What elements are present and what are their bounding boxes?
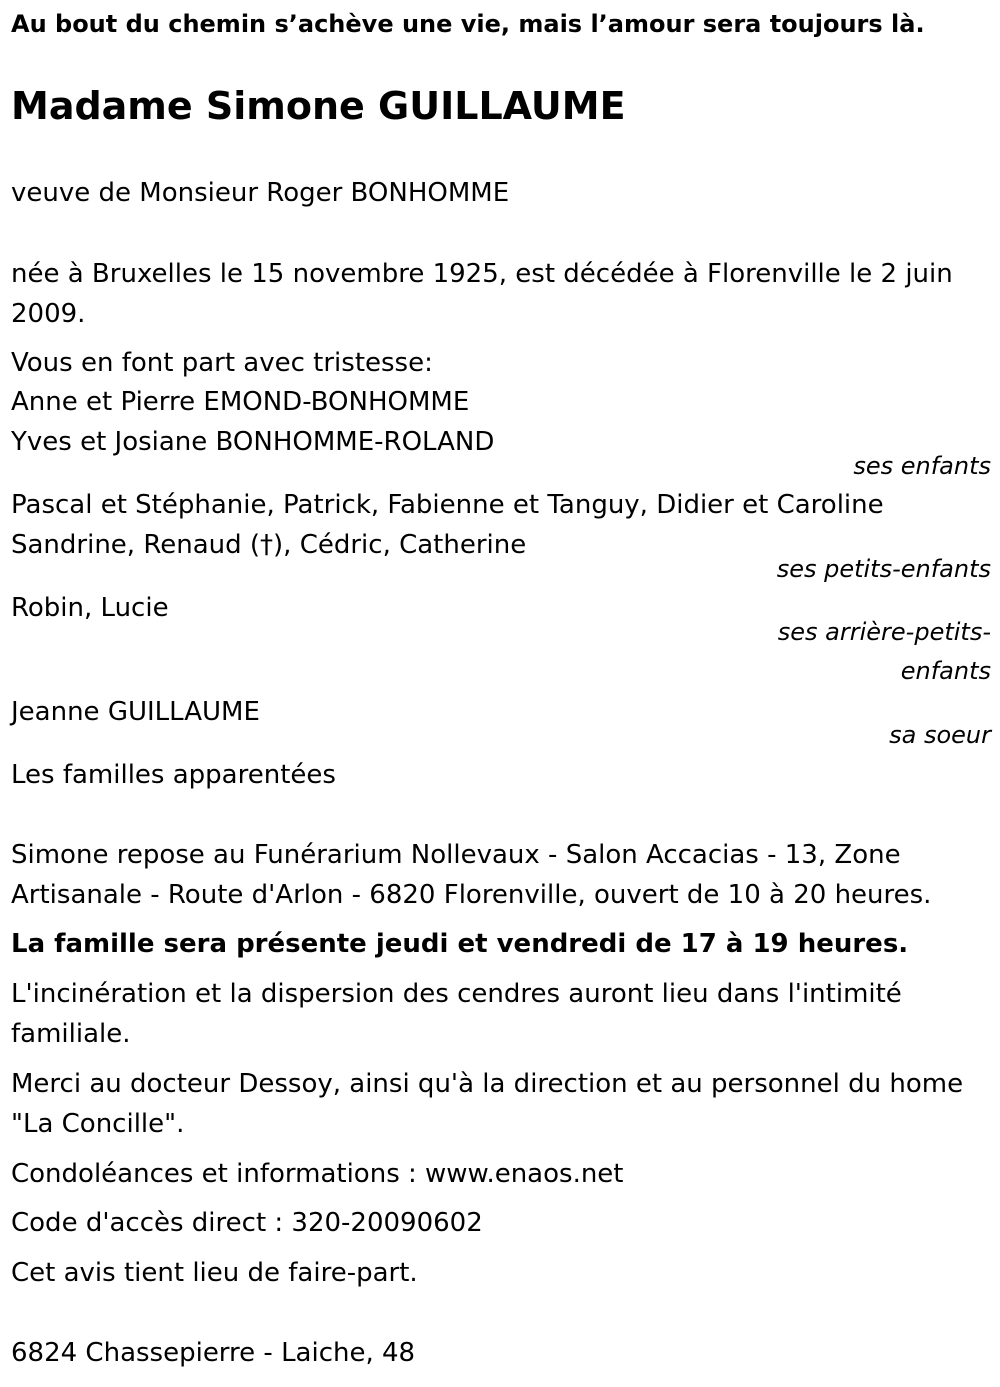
deceased-name: Madame Simone GUILLAUME bbox=[11, 84, 626, 128]
intro-line: Vous en font part avec tristesse: bbox=[11, 348, 433, 378]
role-grandchildren: ses petits-enfants bbox=[776, 555, 991, 583]
role-sister: sa soeur bbox=[889, 721, 991, 749]
address-line: 6824 Chassepierre - Laiche, 48 bbox=[11, 1338, 416, 1368]
presence-line: La famille sera présente jeudi et vendredi de 17 à 19 heures. bbox=[11, 929, 909, 959]
spouse-line: veuve de Monsieur Roger BONHOMME bbox=[11, 178, 510, 208]
relatives-line: Les familles apparentées bbox=[11, 760, 336, 790]
role-children: ses enfants bbox=[853, 452, 991, 480]
role-great-grandchildren-cont: enfants bbox=[900, 657, 991, 685]
thanks-paragraph: Merci au docteur Dessoy, ainsi qu'à la direction et au personnel du home "La Concille". bbox=[11, 1069, 964, 1139]
role-great-grandchildren: ses arrière-petits- bbox=[777, 618, 991, 646]
sister-line: Jeanne GUILLAUME bbox=[11, 697, 260, 727]
condolences-line: Condoléances et informations : www.enaos.net bbox=[11, 1159, 624, 1189]
birth-death-line: née à Bruxelles le 15 novembre 1925, est décédée à Florenville le 2 juin 2009. bbox=[11, 259, 953, 329]
child-name: Anne et Pierre EMOND-BONHOMME bbox=[11, 387, 470, 417]
motto: Au bout du chemin s’achève une vie, mais l’amour sera toujours là. bbox=[11, 10, 925, 38]
faire-part-line: Cet avis tient lieu de faire-part. bbox=[11, 1258, 418, 1288]
grandchildren-line: Pascal et Stéphanie, Patrick, Fabienne et Tanguy, Didier et Caroline bbox=[11, 490, 884, 520]
cremation-paragraph: L'incinération et la dispersion des cendres auront lieu dans l'intimité familiale. bbox=[11, 979, 902, 1049]
child-name: Yves et Josiane BONHOMME-ROLAND bbox=[11, 427, 495, 457]
grandchildren-line: Sandrine, Renaud (†), Cédric, Catherine bbox=[11, 530, 527, 560]
great-grandchildren-line: Robin, Lucie bbox=[11, 593, 169, 623]
funerarium-paragraph: Simone repose au Funérarium Nollevaux - Salon Accacias - 13, Zone Artisanale - Route d'Arlon - 6820 Florenville, ouvert de 10 à 20 heures. bbox=[11, 840, 932, 910]
access-code-line: Code d'accès direct : 320-20090602 bbox=[11, 1208, 483, 1238]
